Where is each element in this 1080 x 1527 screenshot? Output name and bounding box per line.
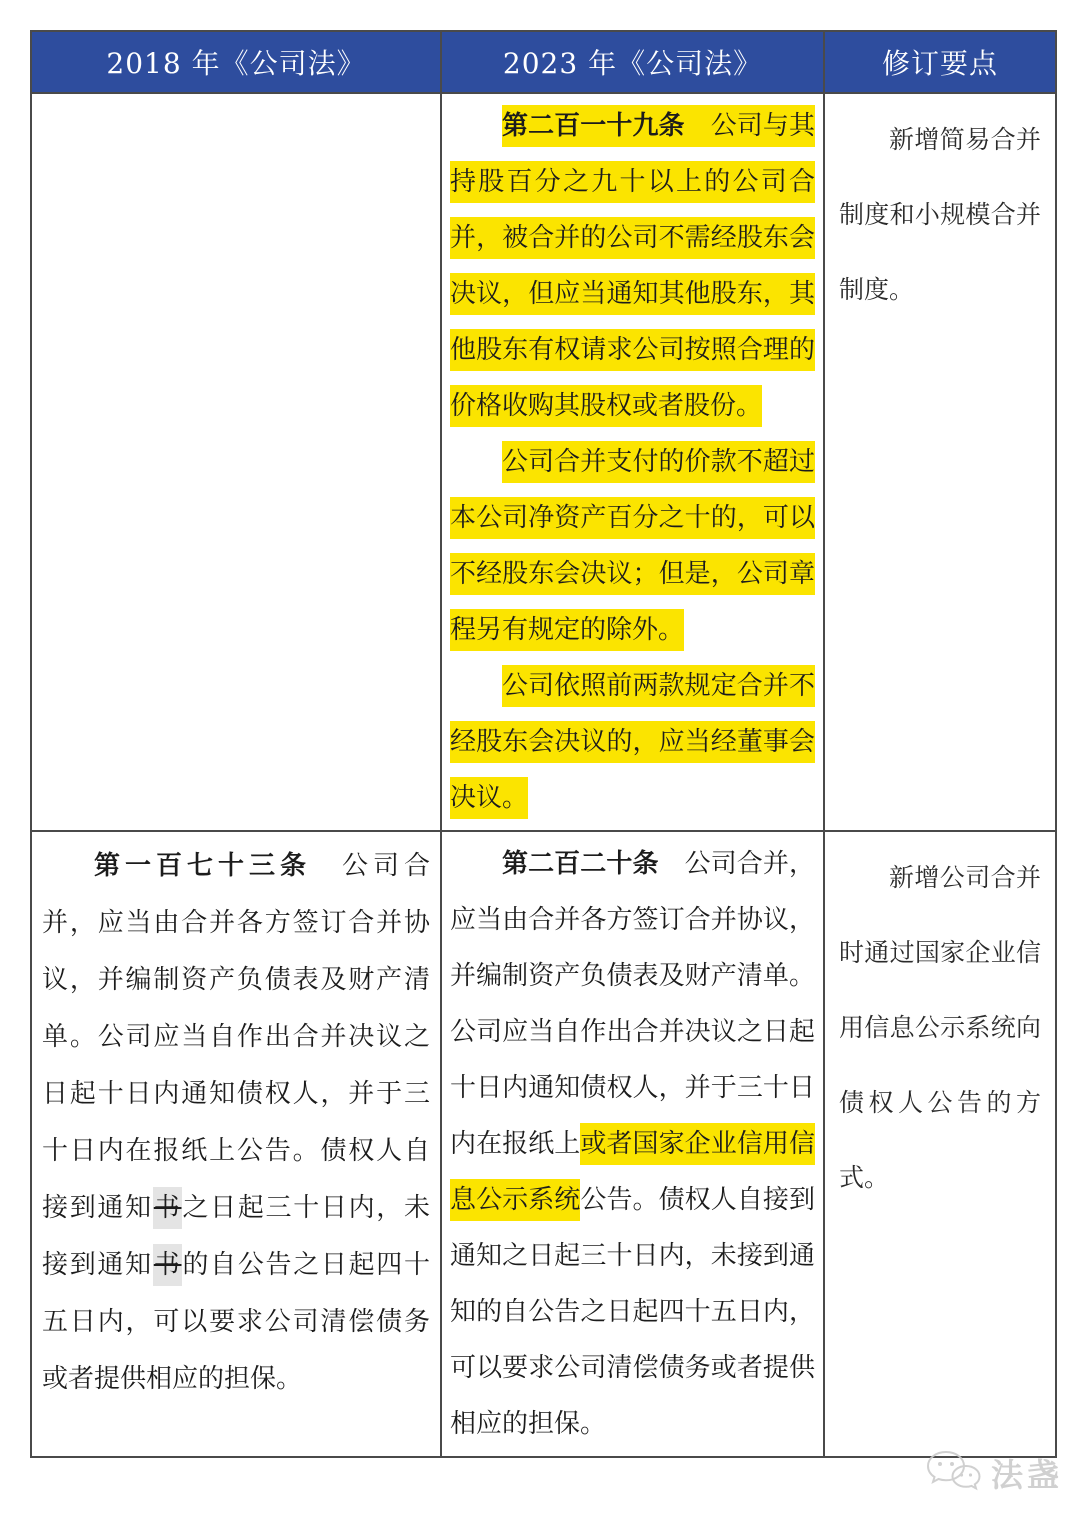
law-text: 公司合并，应当由合并各方签订合并协议，并编制资产负债表及财产清单。公司应当自作出合并决议之日起十日内通知债权人，并于三十日内在报纸上公告。债权人自接到通知 [42, 851, 430, 1223]
law-paragraph [839, 102, 1041, 327]
law-paragraph [450, 434, 815, 658]
cell-2018-row1-empty [31, 93, 441, 831]
law-paragraph [450, 836, 815, 1452]
header-revision-points: 修订要点 [824, 31, 1056, 93]
table-row [31, 831, 1056, 1457]
cell-notes-row2 [824, 831, 1056, 1457]
deleted-text: 书 [153, 1187, 183, 1229]
table-header-row [31, 31, 1056, 93]
deleted-text: 书 [153, 1244, 183, 1286]
law-text: 第一百七十三条 [94, 851, 311, 881]
law-comparison-table [30, 30, 1057, 1458]
law-text: 公告。债权人自接到通知之日起三十日内，未接到通知的自公告之日起四十五日内，可以要求公司清偿债务或者提供相应的担保。 [450, 1185, 815, 1439]
law-text: 新增简易合并制度和小规模合并制度。 [839, 125, 1041, 304]
chat-bubbles-icon [925, 1448, 983, 1498]
law-text: 第二百二十条 [502, 849, 659, 879]
law-text: 公司合并，应当由合并各方签订合并协议，并编制资产负债表及财产清单。公司应当自作出合并决议之日起十日内通知债权人，并于三十日内在报纸上 [450, 849, 815, 1159]
law-text: 之日起三十日内，未接到通知 [42, 1193, 430, 1280]
cell-notes-row1 [824, 93, 1056, 831]
highlighted-text: 第二百一十九条 [502, 105, 685, 147]
law-text: 新增公司合并时通过国家企业信用信息公示系统向债权人公告的方式。 [839, 863, 1041, 1192]
law-paragraph [42, 838, 430, 1408]
cell-2023-row2-article-220 [441, 831, 824, 1457]
cell-2023-row1-article-219 [441, 93, 824, 831]
law-paragraph [450, 98, 815, 434]
highlighted-text: 公司与其持股百分之九十以上的公司合并，被合并的公司不需经股东会决议，但应当通知其他股东，其他股东有权请求公司按照合理的价格收购其股权或者股份。 [450, 105, 815, 427]
watermark-label: 法盏 [991, 1456, 1064, 1494]
highlighted-text: 公司合并支付的价款不超过本公司净资产百分之十的，可以不经股东会决议；但是，公司章程另有规定的除外。 [450, 441, 815, 651]
table-row [31, 93, 1056, 831]
watermark [925, 1448, 1063, 1498]
header-2023-law: 2023 年《公司法》 [441, 31, 824, 93]
law-text: 的自公告之日起四十五日内，可以要求公司清偿债务或者提供相应的担保。 [42, 1250, 430, 1394]
cell-2018-row2-article-173 [31, 831, 441, 1457]
header-2018-law: 2018 年《公司法》 [31, 31, 441, 93]
law-paragraph [839, 840, 1041, 1215]
law-paragraph [450, 658, 815, 826]
highlighted-text: 公司依照前两款规定合并不经股东会决议的，应当经董事会决议。 [450, 665, 815, 819]
highlighted-text: 或者国家企业信用信息公示系统 [450, 1123, 815, 1221]
